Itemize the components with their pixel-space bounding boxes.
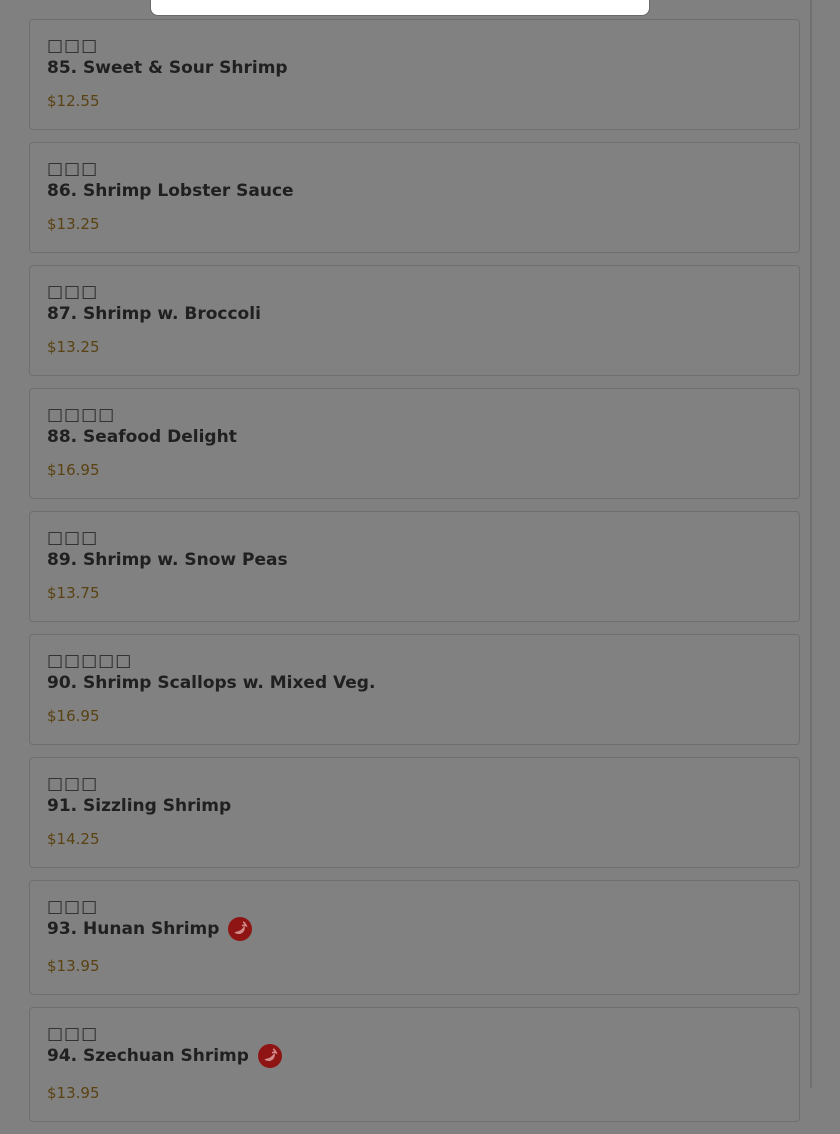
item-price: $13.25 (47, 215, 100, 233)
item-chinese-name: □□□ (47, 36, 99, 56)
hot-pepper-icon (258, 1044, 282, 1068)
item-title-row (47, 56, 783, 80)
item-title-row (47, 548, 783, 572)
item-name: 91. Sizzling Shrimp (47, 796, 232, 816)
item-title-row (47, 302, 783, 326)
right-divider (810, 0, 812, 1088)
top-overlay-panel (150, 0, 650, 16)
menu-item-card[interactable] (29, 880, 800, 995)
item-chinese-name: □□□□□ (47, 651, 133, 671)
menu-item-card[interactable] (29, 265, 800, 376)
item-name: 88. Seafood Delight (47, 427, 237, 447)
item-chinese-name: □□□ (47, 1024, 99, 1044)
item-chinese-name: □□□□ (47, 405, 116, 425)
item-chinese-name: □□□ (47, 159, 99, 179)
item-title-row (47, 671, 783, 695)
item-chinese-name: □□□ (47, 528, 99, 548)
item-price: $16.95 (47, 707, 100, 725)
item-title-row (47, 1044, 783, 1068)
item-price: $13.75 (47, 584, 100, 602)
item-title-row (47, 425, 783, 449)
item-price: $14.25 (47, 830, 100, 848)
menu-item-card[interactable] (29, 634, 800, 745)
item-price: $13.95 (47, 957, 100, 975)
menu-item-list (29, 19, 800, 1134)
menu-item-card[interactable] (29, 388, 800, 499)
menu-item-card[interactable] (29, 1007, 800, 1122)
item-chinese-name: □□□ (47, 897, 99, 917)
menu-item-card[interactable] (29, 511, 800, 622)
item-price: $13.95 (47, 1084, 100, 1102)
item-price: $13.25 (47, 338, 100, 356)
item-title-row (47, 794, 783, 818)
item-name: 90. Shrimp Scallops w. Mixed Veg. (47, 673, 376, 693)
item-name: 87. Shrimp w. Broccoli (47, 304, 261, 324)
hot-pepper-icon (228, 917, 252, 941)
item-chinese-name: □□□ (47, 774, 99, 794)
item-price: $12.55 (47, 92, 100, 110)
item-chinese-name: □□□ (47, 282, 99, 302)
item-name: 93. Hunan Shrimp (47, 919, 220, 939)
item-name: 86. Shrimp Lobster Sauce (47, 181, 294, 201)
item-name: 85. Sweet & Sour Shrimp (47, 58, 288, 78)
item-name: 89. Shrimp w. Snow Peas (47, 550, 288, 570)
menu-item-card[interactable] (29, 757, 800, 868)
menu-item-card[interactable] (29, 19, 800, 130)
item-price: $16.95 (47, 461, 100, 479)
menu-item-card[interactable] (29, 142, 800, 253)
item-title-row (47, 917, 783, 941)
item-name: 94. Szechuan Shrimp (47, 1046, 249, 1066)
item-title-row (47, 179, 783, 203)
